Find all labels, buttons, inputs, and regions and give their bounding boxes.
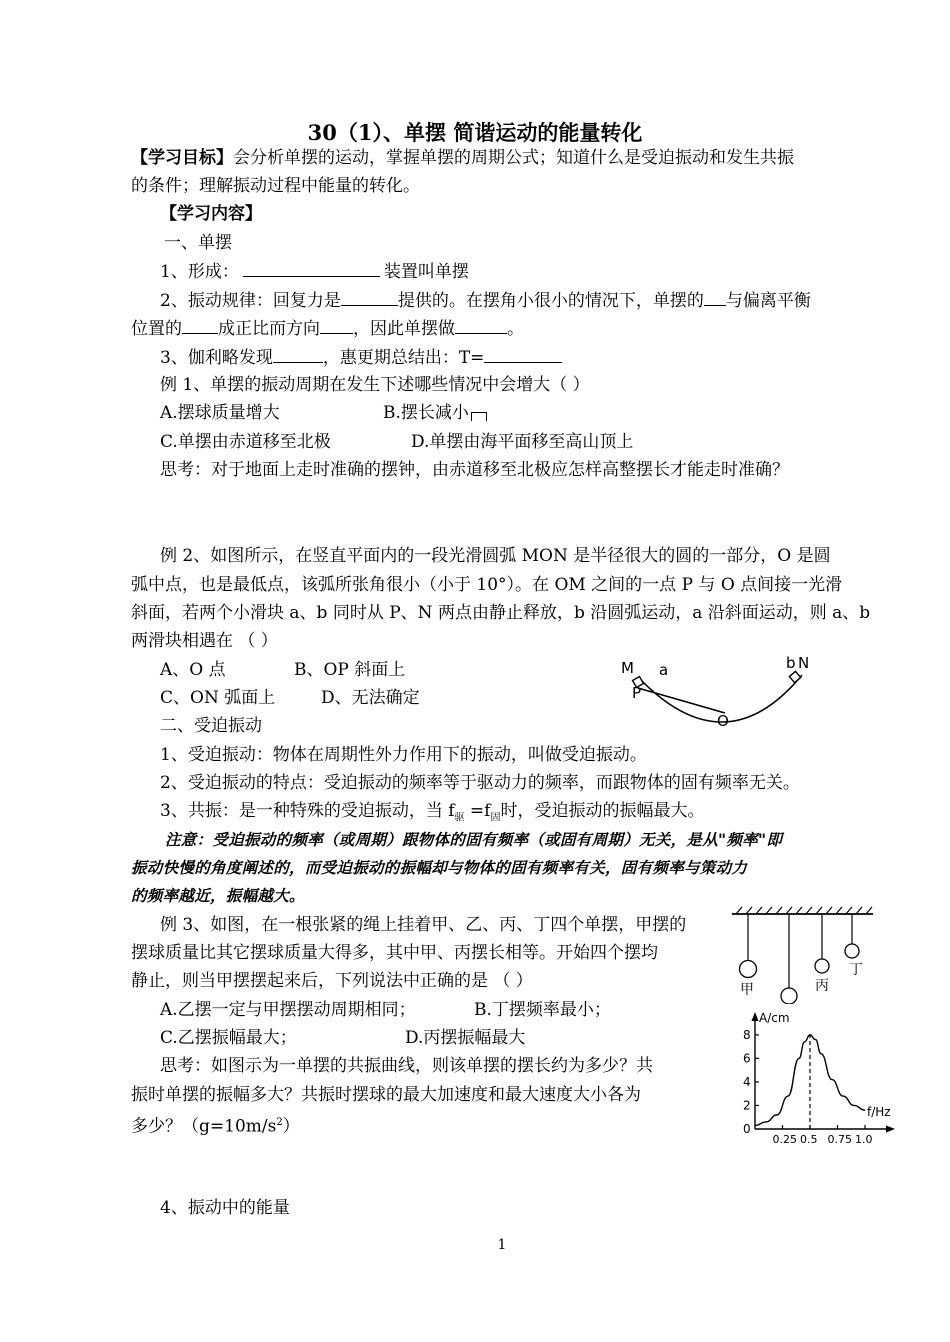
- x-tick-label: 0.5: [800, 1133, 818, 1146]
- note-line-2: 振动快慢的角度阐述的，而受迫振动的振幅却与物体的固有频率有关，固有频率与策动力: [131, 858, 748, 877]
- q1-line: [160, 260, 469, 283]
- resonance-chart: [735, 1008, 900, 1148]
- example-2-option-b: B、OP 斜面上: [294, 660, 406, 680]
- hatching: [736, 907, 872, 914]
- content-label: 【学习内容】: [160, 204, 262, 224]
- section-4-heading: 4、振动中的能量: [160, 1198, 290, 1218]
- example-3-line-2: 摆球质量比其它摆球质量大得多，其中甲、丙摆长相等。开始四个摆均: [131, 943, 658, 963]
- forced-vibration-feature: 2、受迫振动的特点：受迫振动的频率等于驱动力的频率，而跟物体的固有频率无关。: [160, 773, 800, 793]
- example-2-option-d: D、无法确定: [321, 688, 420, 708]
- forced-vibration-definition: 1、受迫振动：物体在周期性外力作用下的振动，叫做受迫振动。: [160, 745, 647, 765]
- objectives-text-1: 会分析单摆的运动，掌握单摆的周期公式；知道什么是受迫振动和发生共振: [233, 148, 794, 168]
- x-tick-label: 0.75: [827, 1133, 852, 1146]
- example-3-option-c: C.乙摆振幅最大；: [160, 1028, 297, 1048]
- q1-suffix: 装置叫单摆: [383, 262, 469, 282]
- example-1-think: 思考：对于地面上走时准确的摆钟，由赤道移至北极应怎样高整摆长才能走时准确？: [160, 460, 789, 480]
- x-axis-label: f/Hz: [867, 1105, 891, 1119]
- example-1-option-c: C.单摆由赤道移至北极: [160, 432, 331, 452]
- example-2-line-4: 两滑块相遇在 （ ）: [131, 631, 278, 651]
- blank-field[interactable]: [320, 317, 353, 334]
- think-2-line-2: 振时单摆的振幅多大？共振时摆球的最大加速度和最大速度大小各为: [131, 1085, 641, 1105]
- label-b: b: [786, 654, 796, 672]
- q2-text-f: ，因此单摆做: [353, 319, 455, 339]
- y-tick-label: 4: [743, 1074, 751, 1089]
- label-m: M: [621, 659, 634, 677]
- objectives-text-2: 的条件；理解振动过程中能量的转化。: [131, 176, 420, 196]
- example-3-option-b: B.丁摆频率最小；: [474, 1000, 611, 1020]
- page-title: 30（1）、单摆 简谐运动的能量转化: [307, 120, 643, 145]
- blank-field[interactable]: [182, 317, 218, 334]
- label-ding: 丁: [849, 962, 863, 978]
- resonance-line: [160, 800, 704, 829]
- bob-ding: [845, 944, 859, 958]
- example-2-option-a: A、O 点: [160, 660, 226, 680]
- example-1-option-d: D.单摆由海平面移至高山顶上: [411, 432, 634, 452]
- example-2-line-1: 例 2、如图所示，在竖直平面内的一段光滑圆弧 MON 是半径很大的圆的一部分，O 是圆: [160, 546, 831, 566]
- subscript-natural: 固: [490, 812, 501, 824]
- q2-text-b: 提供的。在摆角小很小的情况下，单摆的: [397, 291, 704, 311]
- label-a: a: [659, 661, 669, 679]
- label-jia: 甲: [740, 982, 754, 998]
- cursor-mark-icon: [471, 412, 487, 421]
- example-3-option-a: A.乙摆一定与甲摆摆动周期相同；: [160, 1000, 416, 1020]
- blank-field[interactable]: [273, 346, 323, 363]
- blank-field[interactable]: [341, 289, 398, 306]
- resonance-text-c: 时，受迫振动的振幅最大。: [500, 801, 705, 821]
- subscript-drive: 驱: [454, 812, 465, 824]
- slider-b: [789, 671, 800, 682]
- example-1-option-a: A.摆球质量增大: [160, 403, 280, 423]
- pendulums-diagram: [728, 904, 878, 1004]
- objectives-line-1: [131, 147, 794, 169]
- y-tick-label: 8: [743, 1027, 751, 1042]
- x-axis-arrow-icon: [886, 1126, 895, 1133]
- q2-line-2: [131, 317, 524, 340]
- note-line-1: 注意：受迫振动的频率（或周期）跟物体的固有频率（或固有周期）无关，是从"频率"即: [165, 830, 783, 849]
- label-p: P: [632, 684, 642, 702]
- label-o: O: [717, 712, 729, 730]
- superscript-2: 2: [276, 1117, 283, 1128]
- think-2-text-a: 多少？（g=10m/s: [131, 1116, 277, 1137]
- blank-field[interactable]: [484, 346, 562, 363]
- section-2-heading: 二、受迫振动: [160, 716, 262, 736]
- bob-yi: [781, 988, 797, 1004]
- incline-po: [638, 688, 725, 713]
- option-b-text: B.摆长减小: [383, 403, 469, 423]
- example-1-option-b: [383, 402, 487, 424]
- blank-field[interactable]: [243, 260, 380, 277]
- example-1-stem: 例 1、单摆的振动周期在发生下述哪些情况中会增大（ ）: [160, 375, 590, 395]
- y-tick-label: 6: [743, 1051, 751, 1066]
- blank-field[interactable]: [455, 317, 507, 334]
- y-axis-arrow-icon: [752, 1012, 759, 1021]
- q2-text-d: 位置的: [131, 319, 182, 339]
- example-2-option-c: C、ON 弧面上: [160, 688, 276, 708]
- q3-text-b: ，惠更期总结出：T=: [322, 348, 485, 368]
- resonance-text-b: =f: [464, 801, 491, 821]
- x-tick-label: 0.25: [772, 1133, 797, 1146]
- label-n: N: [798, 654, 810, 672]
- arc-diagram: [610, 650, 825, 730]
- section-1-heading: 一、单摆: [164, 233, 232, 253]
- y-tick-label: 0: [743, 1122, 751, 1136]
- q2-text-e: 成正比而方向: [218, 319, 320, 339]
- example-3-line-1: 例 3、如图，在一根张紧的绳上挂着甲、乙、丙、丁四个单摆，甲摆的: [160, 915, 687, 935]
- y-tick-label: 2: [743, 1098, 751, 1113]
- y-axis-label: A/cm: [759, 1011, 790, 1025]
- q2-line-1: [160, 289, 811, 312]
- page-number: 1: [497, 1237, 507, 1253]
- bob-jia: [740, 961, 757, 978]
- q1-label: 1、形成：: [160, 262, 239, 282]
- objectives-label: 【学习目标】: [131, 148, 233, 168]
- q3-line: [160, 346, 562, 369]
- example-3-line-3: 静止，则当甲摆摆起来后，下列说法中正确的是 （ ）: [131, 971, 533, 991]
- example-2-line-2: 弧中点，也是最低点，该弧所张角很小（小于 10°）。在 OM 之间的一点 P 与 O 点间接一光滑: [131, 575, 843, 595]
- note-line-3: 的频率越近，振幅越大。: [131, 886, 305, 905]
- think-2-line-3: [131, 1112, 300, 1138]
- q2-text-c: 与偏离平衡: [725, 291, 811, 311]
- example-3-option-d: D.丙摆振幅最大: [405, 1028, 526, 1048]
- x-tick-label: 1.0: [855, 1133, 873, 1146]
- q2-text-a: 2、振动规律：回复力是: [160, 291, 341, 311]
- label-bing: 丙: [815, 978, 829, 994]
- think-2-line-1: 思考：如图示为一单摆的共振曲线，则该单摆的摆长约为多少？共: [160, 1056, 653, 1076]
- bob-bing: [815, 959, 829, 973]
- resonance-text-a: 3、共振：是一种特殊的受迫振动，当 f: [160, 801, 455, 821]
- q3-text-a: 3、伽利略发现: [160, 348, 273, 368]
- blank-field[interactable]: [704, 289, 726, 306]
- think-2-text-b: ）: [282, 1116, 300, 1137]
- example-2-line-3: 斜面，若两个小滑块 a、b 同时从 P、N 两点由静止释放，b 沿圆弧运动，a 沿斜面运动，则 a、b: [131, 603, 871, 623]
- chart-ticks: [743, 1028, 873, 1146]
- q2-text-g: 。: [507, 319, 524, 339]
